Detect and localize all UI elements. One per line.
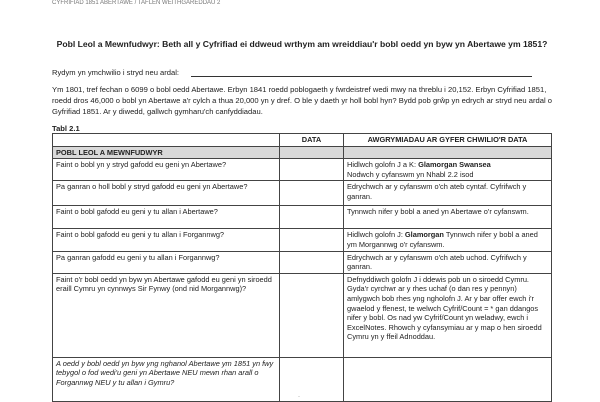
table-row [53, 357, 552, 401]
hint-cell [344, 206, 552, 229]
header-data: DATA [280, 134, 344, 147]
data-cell[interactable] [280, 357, 344, 401]
header-hints: AWGRYMIADAU AR GYFER CHWILIO'R DATA [344, 134, 552, 147]
table-row [53, 181, 552, 206]
research-answer-blank[interactable] [191, 67, 532, 77]
table-header-row [53, 134, 552, 147]
hint-cell [344, 159, 552, 181]
section-title: POBL LEOL A MEWNFUDWYR [53, 146, 280, 159]
question-cell: Pa ganran o holl bobl y stryd gafodd eu geni yn Abertawe? [53, 181, 280, 206]
hint-text: Hidlwch golofn J: [347, 230, 405, 240]
hint-text: Hidlwch golofn J a K: [347, 160, 419, 170]
data-cell[interactable] [280, 159, 344, 181]
question-cell: Faint o'r bobl oedd yn byw yn Abertawe gafodd eu geni yn siroedd eraill Cymru yn cynnwys Sir Fynwy (ond nid Morgannwg)? [53, 273, 280, 357]
hint-text: Nodwch y cyfanswm yn Nhabl 2.2 isod [347, 169, 474, 179]
research-prompt: Rydym yn ymchwilio i stryd neu ardal: [52, 68, 180, 77]
table-row [53, 159, 552, 181]
page-footer-mark: · [298, 394, 300, 400]
section-empty [280, 146, 344, 159]
question-cell: Faint o bobl gafodd eu geni y tu allan i Forgannwg? [53, 229, 280, 251]
intro-paragraph: Ym 1801, tref fechan o 6099 o bobl oedd Abertawe. Erbyn 1841 roedd poblogaeth y fwrdeistref wedi mwy na threblu i 20,152. Erbyn Cyfrifiad 1851, roedd dros 46,000 o bobl yn Abertawe a'r cylch a thua 20,000 yn y dref. O ble y daeth yr holl bobl hyn? Bydd pob grŵp yn edrych ar stryd neu ardal o Gyfrifiad 1851. Ar y diwedd, gallwch gymharu'ch canfyddiadau. [52, 85, 552, 116]
section-empty [344, 146, 552, 159]
hint-text: Edrychwch ar y cyfanswm o'ch ateb uchod. Cyfrifwch y ganran. [347, 252, 527, 272]
hint-bold-text: Glamorgan [404, 230, 444, 240]
hint-bold-text: Glamorgan Swansea [418, 160, 491, 170]
research-line [52, 67, 532, 77]
table-row [53, 273, 552, 357]
data-table [52, 133, 552, 402]
data-cell[interactable] [280, 229, 344, 251]
question-cell: Faint o bobl yn y stryd gafodd eu geni yn Abertawe? [53, 159, 280, 181]
hint-text: Tynnwch nifer y bobl a aned yn Abertawe o'r cyfanswm. [347, 207, 529, 217]
hint-text: Defnyddiwch golofn J i ddewis pob un o siroedd Cymru. Gyda'r cyrchwr ar y rhes uchaf (o dan res y pennyn) amlygwch bob rhes yng ngholofn J. Ar y bar offer ewch i'r gwaelod y ffenest, te welwch Cyfrif/Count = * gan ddangos nifer y bobl. Os nad yw Cyfrif/Count yn weladwy, ewch i ExcelNotes. Rhowch y cyfansymiau ar y map o hen siroedd Cymru yn y ffeil Adnoddau. [347, 274, 542, 342]
hint-cell [344, 229, 552, 251]
data-cell[interactable] [280, 251, 344, 273]
hint-cell [344, 357, 552, 401]
data-cell[interactable] [280, 181, 344, 206]
hint-cell [344, 273, 552, 357]
hint-cell [344, 251, 552, 273]
header-question [53, 134, 280, 147]
table-label: Tabl 2.1 [52, 124, 80, 133]
section-row [53, 146, 552, 159]
page-title: Pobl Leol a Mewnfudwyr: Beth all y Cyfrifiad ei ddweud wrthym am wreiddiau'r bobl oedd yn byw yn Abertawe ym 1851? [56, 39, 548, 49]
page-header-strip: CYFRIFIAD 1851 ABERTAWE / TAFLEN WEITHGAREDDAU 2 [52, 0, 221, 6]
hint-text: Tynnwch nifer y bobl a aned ym Morgannwg o'r cyfanswm. [347, 230, 538, 249]
question-cell: Faint o bobl gafodd eu geni y tu allan i Abertawe? [53, 206, 280, 229]
data-cell[interactable] [280, 206, 344, 229]
question-cell: Pa ganran gafodd eu geni y tu allan i Forgannwg? [53, 251, 280, 273]
final-question-cell: A oedd y bobl oedd yn byw yng nghanol Abertawe ym 1851 yn fwy tebygol o fod wedi'u geni yn Abertawe NEU mewn rhan arall o Forgannwg NEU y tu allan i Gymru? [53, 357, 280, 401]
table-row [53, 229, 552, 251]
table-row [53, 251, 552, 273]
hint-text: Edrychwch ar y cyfanswm o'ch ateb cyntaf. Cyfrifwch y ganran. [347, 182, 527, 201]
hint-cell [344, 181, 552, 206]
data-cell[interactable] [280, 273, 344, 357]
table-row [53, 206, 552, 229]
